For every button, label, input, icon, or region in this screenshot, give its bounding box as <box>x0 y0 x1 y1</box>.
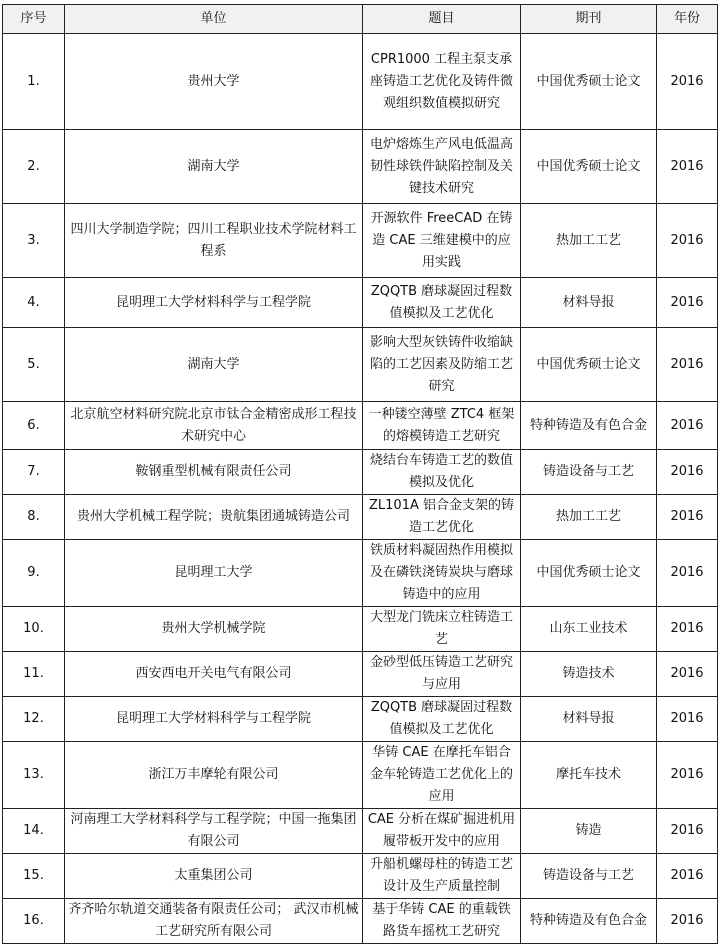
cell-journal: 材料导报 <box>521 278 657 328</box>
table-row <box>3 278 718 328</box>
header-unit: 单位 <box>65 5 363 34</box>
cell-title: ZQQTB 磨球凝固过程数值模拟及工艺优化 <box>363 278 521 328</box>
cell-journal: 中国优秀硕士论文 <box>521 328 657 402</box>
cell-year: 2016 <box>657 34 718 130</box>
table-row <box>3 450 718 495</box>
cell-journal: 山东工业技术 <box>521 607 657 652</box>
cell-index: 12. <box>3 697 65 742</box>
cell-year: 2016 <box>657 278 718 328</box>
cell-title: 金砂型低压铸造工艺研究与应用 <box>363 652 521 697</box>
table-row <box>3 742 718 809</box>
cell-unit: 昆明理工大学 <box>65 540 363 607</box>
header-title: 题目 <box>363 5 521 34</box>
cell-year: 2016 <box>657 607 718 652</box>
cell-year: 2016 <box>657 495 718 540</box>
cell-year: 2016 <box>657 854 718 899</box>
cell-unit: 贵州大学机械学院 <box>65 607 363 652</box>
cell-title: 烧结台车铸造工艺的数值模拟及优化 <box>363 450 521 495</box>
cell-index: 10. <box>3 607 65 652</box>
cell-journal: 铸造设备与工艺 <box>521 450 657 495</box>
cell-title: 升船机螺母柱的铸造工艺设计及生产质量控制 <box>363 854 521 899</box>
cell-index: 8. <box>3 495 65 540</box>
cell-unit: 昆明理工大学材料科学与工程学院 <box>65 278 363 328</box>
cell-index: 7. <box>3 450 65 495</box>
cell-journal: 摩托车技术 <box>521 742 657 809</box>
table-row <box>3 540 718 607</box>
table-row <box>3 402 718 450</box>
table-row <box>3 34 718 130</box>
cell-index: 2. <box>3 130 65 204</box>
header-index: 序号 <box>3 5 65 34</box>
cell-journal: 铸造技术 <box>521 652 657 697</box>
cell-index: 11. <box>3 652 65 697</box>
cell-year: 2016 <box>657 742 718 809</box>
cell-year: 2016 <box>657 204 718 278</box>
cell-unit: 西安西电开关电气有限公司 <box>65 652 363 697</box>
cell-unit: 河南理工大学材料科学与工程学院；中国一拖集团有限公司 <box>65 809 363 854</box>
cell-unit: 鞍钢重型机械有限责任公司 <box>65 450 363 495</box>
cell-unit: 湖南大学 <box>65 130 363 204</box>
cell-journal: 中国优秀硕士论文 <box>521 540 657 607</box>
cell-title: 大型龙门铣床立柱铸造工艺 <box>363 607 521 652</box>
table-row <box>3 607 718 652</box>
cell-index: 6. <box>3 402 65 450</box>
cell-year: 2016 <box>657 130 718 204</box>
cell-year: 2016 <box>657 899 718 944</box>
cell-unit: 贵州大学 <box>65 34 363 130</box>
cell-unit: 北京航空材料研究院北京市钛合金精密成形工程技术研究中心 <box>65 402 363 450</box>
cell-index: 3. <box>3 204 65 278</box>
publication-table <box>2 4 718 944</box>
cell-title: 影响大型灰铁铸件收缩缺陷的工艺因素及防缩工艺研究 <box>363 328 521 402</box>
cell-unit: 四川大学制造学院；四川工程职业技术学院材料工程系 <box>65 204 363 278</box>
cell-journal: 特种铸造及有色合金 <box>521 899 657 944</box>
cell-index: 15. <box>3 854 65 899</box>
cell-year: 2016 <box>657 450 718 495</box>
header-journal: 期刊 <box>521 5 657 34</box>
cell-index: 9. <box>3 540 65 607</box>
cell-journal: 铸造 <box>521 809 657 854</box>
cell-index: 14. <box>3 809 65 854</box>
cell-unit: 贵州大学机械工程学院；贵航集团通城铸造公司 <box>65 495 363 540</box>
table-row <box>3 697 718 742</box>
cell-year: 2016 <box>657 809 718 854</box>
cell-index: 13. <box>3 742 65 809</box>
cell-unit: 浙江万丰摩轮有限公司 <box>65 742 363 809</box>
cell-unit: 太重集团公司 <box>65 854 363 899</box>
cell-journal: 中国优秀硕士论文 <box>521 34 657 130</box>
header-row <box>3 5 718 34</box>
cell-index: 16. <box>3 899 65 944</box>
cell-title: 一种镂空薄壁 ZTC4 框架的熔模铸造工艺研究 <box>363 402 521 450</box>
cell-year: 2016 <box>657 402 718 450</box>
cell-title: CAE 分析在煤矿掘进机用履带板开发中的应用 <box>363 809 521 854</box>
table-row <box>3 854 718 899</box>
cell-year: 2016 <box>657 697 718 742</box>
cell-journal: 铸造设备与工艺 <box>521 854 657 899</box>
cell-title: 电炉熔炼生产风电低温高韧性球铁件缺陷控制及关键技术研究 <box>363 130 521 204</box>
cell-unit: 湖南大学 <box>65 328 363 402</box>
cell-journal: 特种铸造及有色合金 <box>521 402 657 450</box>
cell-title: ZL101A 铝合金支架的铸造工艺优化 <box>363 495 521 540</box>
table-row <box>3 204 718 278</box>
table-row <box>3 130 718 204</box>
cell-journal: 材料导报 <box>521 697 657 742</box>
cell-journal: 热加工工艺 <box>521 495 657 540</box>
table-row <box>3 652 718 697</box>
cell-journal: 热加工工艺 <box>521 204 657 278</box>
header-year: 年份 <box>657 5 718 34</box>
cell-title: CPR1000 工程主泵支承座铸造工艺优化及铸件微观组织数值模拟研究 <box>363 34 521 130</box>
table-row <box>3 328 718 402</box>
table-row <box>3 495 718 540</box>
cell-index: 4. <box>3 278 65 328</box>
cell-title: 华铸 CAE 在摩托车铝合金车轮铸造工艺优化上的应用 <box>363 742 521 809</box>
cell-year: 2016 <box>657 328 718 402</box>
cell-index: 1. <box>3 34 65 130</box>
cell-title: ZQQTB 磨球凝固过程数值模拟及工艺优化 <box>363 697 521 742</box>
table-row <box>3 809 718 854</box>
cell-unit: 昆明理工大学材料科学与工程学院 <box>65 697 363 742</box>
cell-title: 开源软件 FreeCAD 在铸造 CAE 三维建模中的应用实践 <box>363 204 521 278</box>
cell-title: 基于华铸 CAE 的重载铁路货车摇枕工艺研究 <box>363 899 521 944</box>
cell-index: 5. <box>3 328 65 402</box>
cell-unit: 齐齐哈尔轨道交通装备有限责任公司； 武汉市机械工艺研究所有限公司 <box>65 899 363 944</box>
table-row <box>3 899 718 944</box>
cell-year: 2016 <box>657 652 718 697</box>
cell-title: 铁质材料凝固热作用模拟及在磷铁浇铸炭块与磨球铸造中的应用 <box>363 540 521 607</box>
cell-year: 2016 <box>657 540 718 607</box>
cell-journal: 中国优秀硕士论文 <box>521 130 657 204</box>
